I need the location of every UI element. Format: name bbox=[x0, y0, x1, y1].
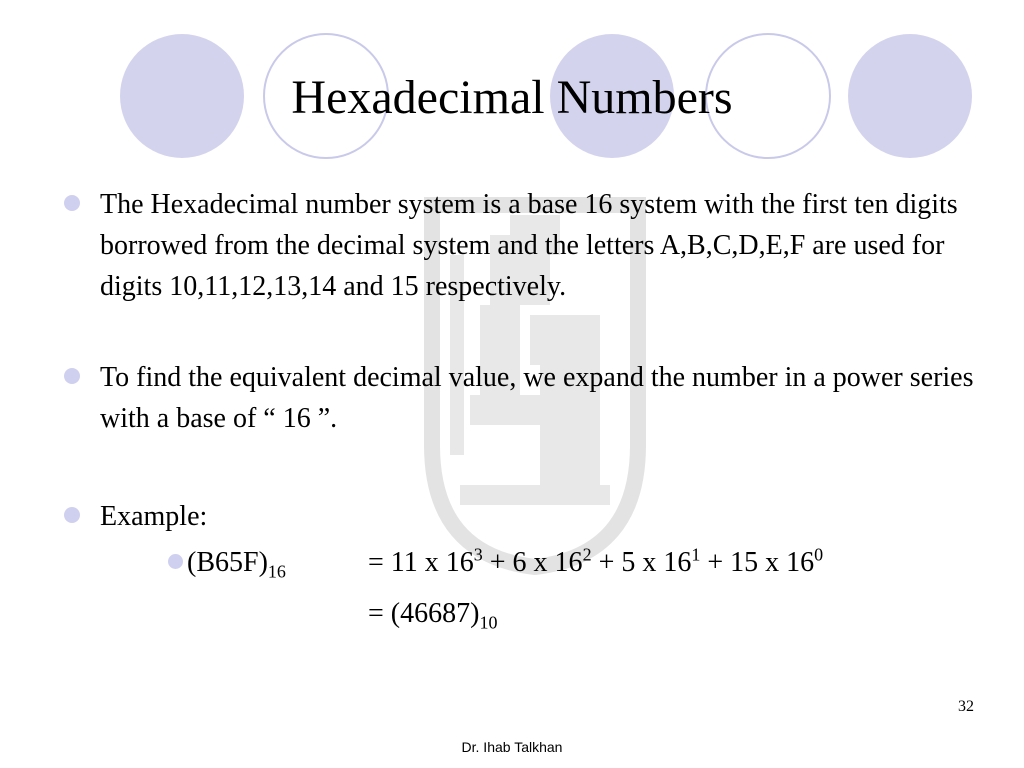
exponent: 2 bbox=[582, 544, 592, 565]
exponent: 0 bbox=[814, 544, 824, 565]
slide-number: 32 bbox=[958, 698, 974, 715]
expansion-term: = 11 x 16 bbox=[368, 547, 474, 578]
bullet-text-definition: The Hexadecimal number system is a base 16 system with the first ten digits borrowed from the decimal system and the letters A,B,C,D,E,F are used for digits 10,11,12,13,14 and 15 respectively. bbox=[100, 189, 958, 302]
expansion-term: + 15 x 16 bbox=[700, 547, 815, 578]
decimal-result: = (46687) bbox=[368, 598, 480, 629]
exponent: 3 bbox=[473, 544, 483, 565]
exponent: 1 bbox=[691, 544, 701, 565]
slide-title: Hexadecimal Numbers bbox=[291, 71, 733, 124]
hex-number: (B65F) bbox=[187, 547, 268, 578]
example-number bbox=[187, 543, 286, 583]
expansion-term: + 5 x 16 bbox=[591, 547, 692, 578]
sub-bullet-dot bbox=[168, 554, 183, 569]
bullet-text-method: To find the equivalent decimal value, we expand the number in a power series with a base of “ 16 ”. bbox=[100, 362, 974, 434]
bullet-text-example: Example: bbox=[100, 501, 208, 532]
example-result bbox=[368, 594, 497, 634]
example-expansion bbox=[368, 543, 823, 583]
footer-author: Dr. Ihab Talkhan bbox=[461, 739, 563, 755]
decimal-base-subscript: 10 bbox=[479, 612, 498, 633]
hex-base-subscript: 16 bbox=[267, 561, 286, 582]
expansion-term: + 6 x 16 bbox=[482, 547, 583, 578]
bullet-dot bbox=[64, 368, 80, 384]
bullet-dot bbox=[64, 507, 80, 523]
bullet-dot bbox=[64, 195, 80, 211]
